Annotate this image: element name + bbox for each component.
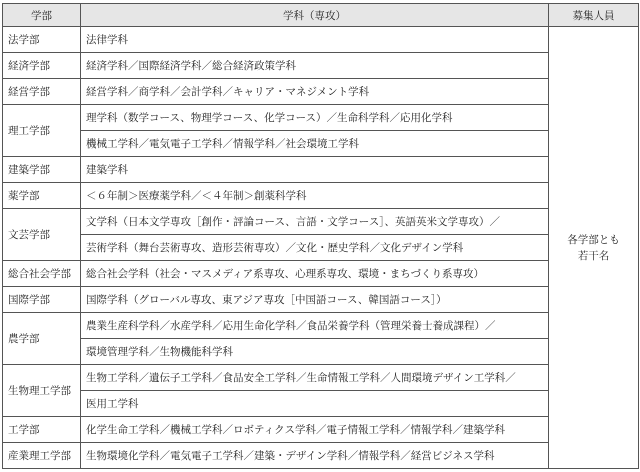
department-cell: 総合社会学科（社会・マスメディア系専攻、心理系専攻、環境・まちづくり系専攻）	[81, 261, 549, 287]
header-faculty: 学部	[3, 4, 81, 27]
table-row	[3, 339, 639, 365]
faculty-cell: 生物理工学部	[3, 365, 81, 417]
table-row	[3, 417, 639, 443]
table-row	[3, 313, 639, 339]
department-cell: 農業生産科学科／水産学科／応用生命化学科／食品栄養学科（管理栄養士養成課程）／	[81, 313, 549, 339]
faculty-cell: 総合社会学部	[3, 261, 81, 287]
department-cell: 国際学科（グローバル専攻、東アジア専攻［中国語コース、韓国語コース］）	[81, 287, 549, 313]
table-header-row	[3, 4, 639, 27]
department-cell: 経営学科／商学科／会計学科／キャリア・マネジメント学科	[81, 79, 549, 105]
department-cell: 化学生命工学科／機械工学科／ロボティクス学科／電子情報工学科／情報学科／建築学科	[81, 417, 549, 443]
department-cell: 文学科（日本文学専攻［創作・評論コース、言語・文学コース］、英語英米文学専攻）／	[81, 209, 549, 235]
admissions-table-container	[2, 3, 639, 469]
department-cell: ＜６年制＞医療薬学科／＜４年制＞創薬科学科	[81, 183, 549, 209]
faculty-cell: 法学部	[3, 27, 81, 53]
admissions-table	[2, 3, 639, 469]
faculty-cell: 工学部	[3, 417, 81, 443]
faculty-cell: 農学部	[3, 313, 81, 365]
department-cell: 機械工学科／電気電子工学科／情報学科／社会環境工学科	[81, 131, 549, 157]
faculty-cell: 経済学部	[3, 53, 81, 79]
recruitment-cell	[549, 27, 639, 469]
department-cell: 経済学科／国際経済学科／総合経済政策学科	[81, 53, 549, 79]
table-row	[3, 209, 639, 235]
faculty-cell: 理工学部	[3, 105, 81, 157]
table-row	[3, 365, 639, 391]
department-cell: 芸術学科（舞台芸術専攻、造形芸術専攻）／文化・歴史学科／文化デザイン学科	[81, 235, 549, 261]
department-cell: 建築学科	[81, 157, 549, 183]
faculty-cell: 産業理工学部	[3, 443, 81, 469]
department-cell: 法律学科	[81, 27, 549, 53]
department-cell: 生物工学科／遺伝子工学科／食品安全工学科／生命情報工学科／人間環境デザイン工学科／	[81, 365, 549, 391]
table-row	[3, 105, 639, 131]
table-row	[3, 443, 639, 469]
table-row	[3, 261, 639, 287]
faculty-cell: 国際学部	[3, 287, 81, 313]
table-row	[3, 53, 639, 79]
header-department: 学科（専攻）	[81, 4, 549, 27]
table-row	[3, 391, 639, 417]
department-cell: 生物環境化学科／電気電子工学科／建築・デザイン学科／情報学科／経営ビジネス学科	[81, 443, 549, 469]
table-row	[3, 157, 639, 183]
department-cell: 医用工学科	[81, 391, 549, 417]
department-cell: 環境管理学科／生物機能科学科	[81, 339, 549, 365]
header-recruitment: 募集人員	[549, 4, 639, 27]
table-row	[3, 79, 639, 105]
table-row	[3, 235, 639, 261]
faculty-cell: 経営学部	[3, 79, 81, 105]
table-row	[3, 27, 639, 53]
recruitment-line-1: 各学部とも	[567, 233, 620, 246]
table-row	[3, 287, 639, 313]
faculty-cell: 薬学部	[3, 183, 81, 209]
table-row	[3, 131, 639, 157]
recruitment-line-2: 若干名	[577, 249, 610, 262]
faculty-cell: 文芸学部	[3, 209, 81, 261]
faculty-cell: 建築学部	[3, 157, 81, 183]
department-cell: 理学科（数学コース、物理学コース、化学コース）／生命科学科／応用化学科	[81, 105, 549, 131]
table-row	[3, 183, 639, 209]
